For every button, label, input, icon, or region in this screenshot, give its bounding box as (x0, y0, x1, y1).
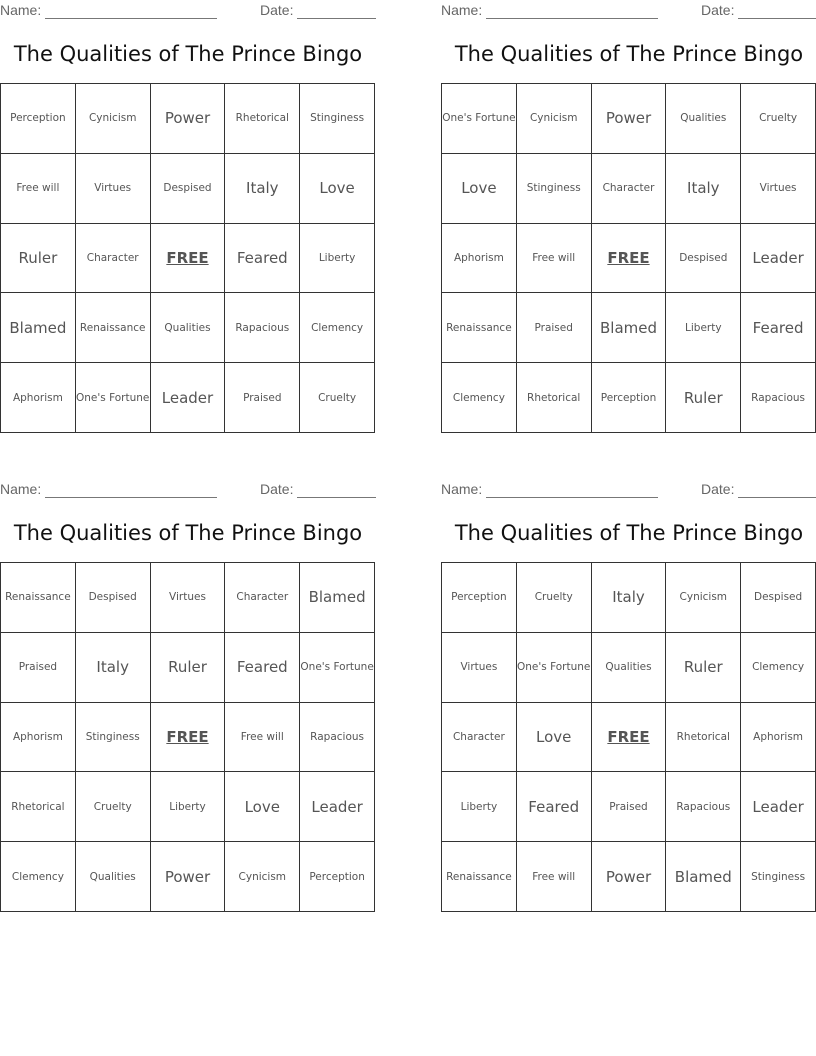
bingo-cell: Perception (592, 363, 667, 433)
bingo-cell: Despised (151, 154, 226, 224)
name-field-line (486, 18, 658, 19)
bingo-cell: Power (592, 84, 667, 154)
bingo-cell: Praised (225, 363, 300, 433)
bingo-cell: Aphorism (1, 363, 76, 433)
bingo-cell: Clemency (442, 363, 517, 433)
date-label: Date: (701, 2, 735, 18)
bingo-cell: Renaissance (442, 293, 517, 363)
name-label: Name: (0, 2, 42, 18)
bingo-cell: Power (151, 84, 226, 154)
card-header (0, 2, 376, 22)
bingo-cell: Italy (592, 563, 667, 633)
free-space-cell: FREE (151, 224, 226, 294)
bingo-cell: Qualities (151, 293, 226, 363)
bingo-cell: Praised (592, 772, 667, 842)
bingo-cell: Praised (517, 293, 592, 363)
bingo-cell: Free will (517, 224, 592, 294)
bingo-cell: Renaissance (1, 563, 76, 633)
bingo-cell: Character (442, 703, 517, 773)
bingo-cell: Cynicism (666, 563, 741, 633)
bingo-cell: Free will (225, 703, 300, 773)
date-field-line (297, 497, 376, 498)
bingo-cell: Aphorism (1, 703, 76, 773)
bingo-cell: Ruler (151, 633, 226, 703)
bingo-cell: Rhetorical (666, 703, 741, 773)
card-header (0, 481, 376, 501)
free-space-cell: FREE (151, 703, 226, 773)
name-label: Name: (0, 481, 42, 497)
card-title: The Qualities of The Prince Bingo (454, 42, 804, 66)
bingo-cell: Qualities (666, 84, 741, 154)
bingo-cell: Rhetorical (1, 772, 76, 842)
bingo-cell: Cruelty (76, 772, 151, 842)
bingo-cell: Praised (1, 633, 76, 703)
bingo-cell: Rapacious (225, 293, 300, 363)
date-field-line (297, 18, 376, 19)
bingo-cell: Cynicism (225, 842, 300, 912)
bingo-cell: Despised (76, 563, 151, 633)
bingo-cell: Cruelty (517, 563, 592, 633)
name-label: Name: (441, 481, 483, 497)
bingo-cell: Qualities (76, 842, 151, 912)
card-title: The Qualities of The Prince Bingo (13, 521, 363, 545)
free-space-cell: FREE (592, 703, 667, 773)
date-label: Date: (260, 2, 294, 18)
bingo-cell: Liberty (300, 224, 375, 294)
bingo-cell: Leader (741, 224, 816, 294)
bingo-cell: Rapacious (741, 363, 816, 433)
bingo-grid (441, 562, 816, 912)
bingo-cell: Stinginess (300, 84, 375, 154)
bingo-cell: Ruler (1, 224, 76, 294)
bingo-cell: Stinginess (76, 703, 151, 773)
bingo-cell: Blamed (300, 563, 375, 633)
bingo-cell: Feared (225, 224, 300, 294)
card-header (441, 481, 816, 501)
bingo-cell: Leader (151, 363, 226, 433)
bingo-cell: Leader (300, 772, 375, 842)
bingo-cell: Italy (225, 154, 300, 224)
bingo-cell: Perception (442, 563, 517, 633)
bingo-cell: Qualities (592, 633, 667, 703)
bingo-grid (441, 83, 816, 433)
bingo-cell: Rapacious (666, 772, 741, 842)
bingo-cell: Blamed (666, 842, 741, 912)
bingo-cell: Love (442, 154, 517, 224)
name-field-line (45, 18, 217, 19)
bingo-cell: Leader (741, 772, 816, 842)
bingo-cell: One's Fortune (300, 633, 375, 703)
bingo-cell: Free will (1, 154, 76, 224)
bingo-cell: Virtues (442, 633, 517, 703)
bingo-grid (0, 562, 375, 912)
bingo-cell: Clemency (1, 842, 76, 912)
bingo-cell: Power (151, 842, 226, 912)
bingo-cell: Stinginess (517, 154, 592, 224)
bingo-cell: Character (225, 563, 300, 633)
bingo-cell: Aphorism (442, 224, 517, 294)
bingo-cell: Virtues (151, 563, 226, 633)
bingo-cell: Virtues (741, 154, 816, 224)
bingo-cell: Despised (741, 563, 816, 633)
bingo-cell: Liberty (442, 772, 517, 842)
bingo-cell: Perception (300, 842, 375, 912)
bingo-cell: Ruler (666, 363, 741, 433)
bingo-cell: Cruelty (741, 84, 816, 154)
card-title: The Qualities of The Prince Bingo (454, 521, 804, 545)
bingo-cell: Feared (225, 633, 300, 703)
bingo-cell: Feared (517, 772, 592, 842)
card-header (441, 2, 816, 22)
date-label: Date: (260, 481, 294, 497)
bingo-cell: Character (76, 224, 151, 294)
bingo-cell: One's Fortune (517, 633, 592, 703)
date-field-line (738, 18, 816, 19)
bingo-cell: Clemency (741, 633, 816, 703)
bingo-cell: Renaissance (442, 842, 517, 912)
bingo-grid (0, 83, 375, 433)
bingo-cell: Rapacious (300, 703, 375, 773)
name-label: Name: (441, 2, 483, 18)
bingo-cell: Italy (666, 154, 741, 224)
bingo-cell: Love (225, 772, 300, 842)
bingo-cell: Power (592, 842, 667, 912)
bingo-cell: Perception (1, 84, 76, 154)
bingo-cell: Free will (517, 842, 592, 912)
bingo-cell: Liberty (151, 772, 226, 842)
date-field-line (738, 497, 816, 498)
bingo-cell: Italy (76, 633, 151, 703)
bingo-cell: One's Fortune (76, 363, 151, 433)
bingo-cell: Clemency (300, 293, 375, 363)
bingo-cell: Rhetorical (517, 363, 592, 433)
bingo-cell: Blamed (1, 293, 76, 363)
bingo-cell: Virtues (76, 154, 151, 224)
name-field-line (45, 497, 217, 498)
bingo-cell: Blamed (592, 293, 667, 363)
bingo-cell: Love (300, 154, 375, 224)
bingo-cell: Renaissance (76, 293, 151, 363)
card-title: The Qualities of The Prince Bingo (13, 42, 363, 66)
bingo-cell: Feared (741, 293, 816, 363)
bingo-cell: Despised (666, 224, 741, 294)
bingo-cell: Rhetorical (225, 84, 300, 154)
free-space-cell: FREE (592, 224, 667, 294)
bingo-cell: Character (592, 154, 667, 224)
bingo-cell: Aphorism (741, 703, 816, 773)
bingo-cell: One's Fortune (442, 84, 517, 154)
bingo-cell: Ruler (666, 633, 741, 703)
bingo-cell: Liberty (666, 293, 741, 363)
bingo-cell: Stinginess (741, 842, 816, 912)
name-field-line (486, 497, 658, 498)
bingo-cell: Cynicism (76, 84, 151, 154)
bingo-cell: Love (517, 703, 592, 773)
date-label: Date: (701, 481, 735, 497)
bingo-cell: Cynicism (517, 84, 592, 154)
bingo-cell: Cruelty (300, 363, 375, 433)
